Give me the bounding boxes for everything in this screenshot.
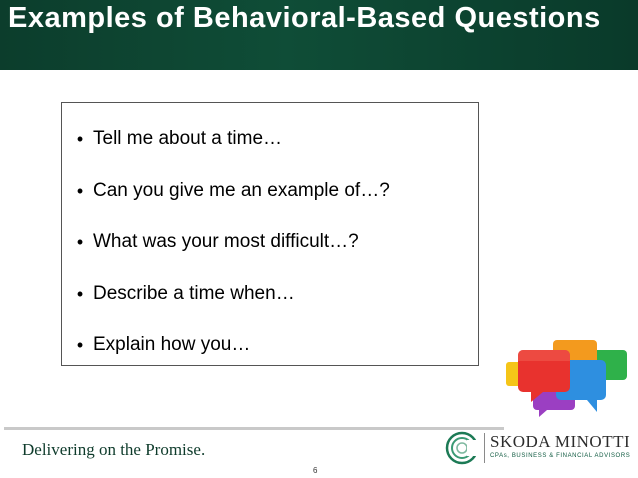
bullet-list (67, 128, 390, 386)
logo-divider (484, 433, 485, 463)
bullet-item (67, 128, 390, 180)
speech-bubbles-icon (505, 336, 633, 418)
bullet-marker: • (76, 129, 84, 149)
bullet-marker: • (76, 335, 84, 355)
logo-subtitle: CPAs, BUSINESS & FINANCIAL ADVISORS (490, 453, 631, 459)
title-banner (0, 0, 638, 70)
slide-title: Examples of Behavioral-Based Questions (8, 2, 601, 34)
company-logo (444, 430, 634, 466)
skoda-minotti-logo-mark (444, 430, 480, 466)
bullet-text: Describe a time when… (93, 282, 295, 304)
bullet-marker: • (76, 283, 84, 304)
questions-box (61, 102, 479, 366)
bullet-text: Can you give me an example of…? (93, 179, 390, 201)
bullet-marker: • (76, 180, 84, 201)
footer-divider (4, 427, 504, 430)
footer-tagline: Delivering on the Promise. (22, 440, 206, 459)
bullet-item (67, 283, 390, 335)
bullet-text: Tell me about a time… (93, 128, 283, 149)
bullet-item (67, 334, 390, 386)
logo-company-name: SKODA MINOTTI (490, 432, 631, 451)
bullet-marker: • (76, 232, 84, 252)
bullet-item (67, 231, 390, 283)
bullet-text: What was your most difficult…? (93, 231, 359, 252)
page-number: 6 (313, 466, 318, 475)
bullet-text: Explain how you… (93, 334, 251, 355)
bullet-item (67, 180, 390, 232)
